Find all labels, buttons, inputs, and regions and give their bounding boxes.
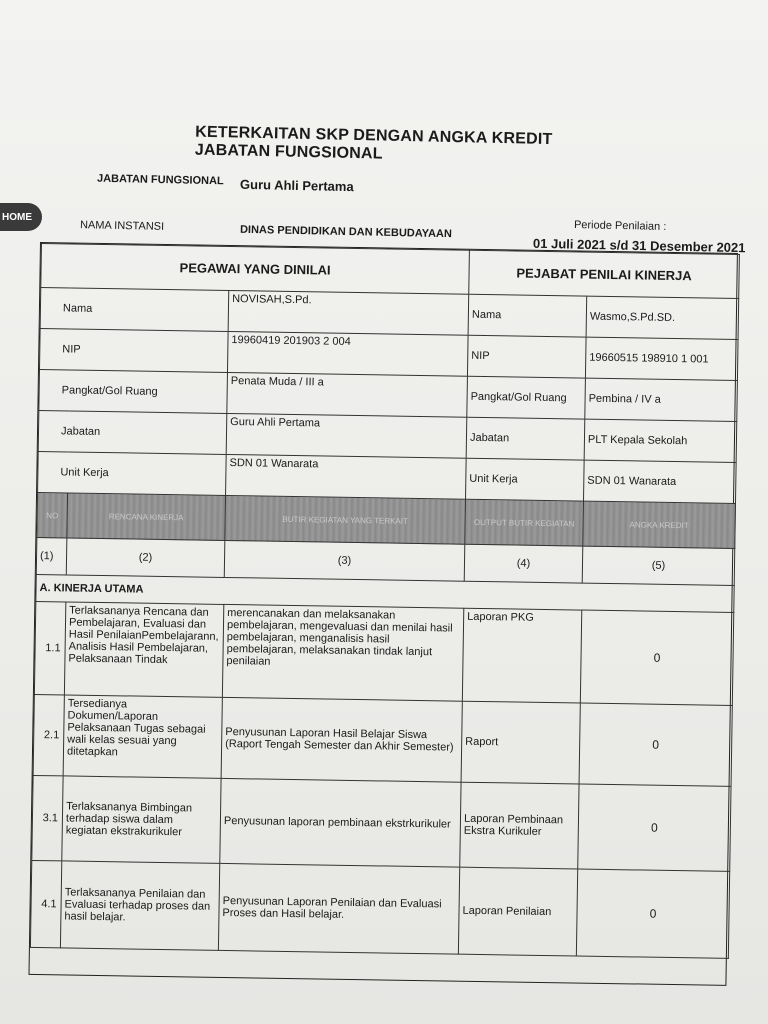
kinerja-row [33, 694, 732, 786]
pegawai-value: SDN 01 Wanarata [226, 454, 467, 499]
periode-value: 01 Juli 2021 s/d 31 Desember 2021 [532, 235, 746, 256]
row-number: 1.1 [34, 601, 65, 694]
output-butir: Laporan PKG [462, 608, 581, 703]
row-number: 4.1 [30, 860, 61, 947]
identity-label: Pangkat/Gol Ruang [39, 370, 228, 414]
column-header: BUTIR KEGIATAN YANG TERKAIT [225, 495, 466, 544]
pegawai-header: PEGAWAI YANG DINILAI [41, 244, 470, 295]
identity-label: Unit Kerja [38, 451, 227, 495]
identity-label: Jabatan [38, 411, 227, 455]
column-header: ANGKA KREDIT [583, 501, 736, 548]
butir-kegiatan: Penyusunan Laporan Hasil Belajar Siswa (Raport Tengah Semester dan Akhir Semester) [221, 697, 462, 782]
rencana-kinerja: Tersedianya Dokumen/Laporan Pelaksanaan Tugas sebagai wali kelas sesuai yang ditetapkan [63, 695, 222, 778]
jabatan-label: JABATAN FUNGSIONAL [96, 172, 224, 188]
column-number: (4) [464, 544, 583, 583]
pejabat-value: 19660515 198910 1 001 [585, 337, 738, 380]
angka-kredit: 0 [580, 610, 733, 705]
pegawai-value: Penata Muda / III a [227, 372, 468, 417]
rencana-kinerja: Terlaksananya Rencana dan Pembelajaran, Evaluasi dan Hasil PenilaianPembelajarann, Analisis Hasil Pembelajaran, Pelaksanaan Tindak [64, 602, 223, 697]
column-header: NO [37, 492, 68, 537]
angka-kredit: 0 [578, 784, 731, 871]
pejabat-label: Unit Kerja [466, 458, 585, 501]
kinerja-row [32, 775, 731, 871]
output-butir: Raport [461, 701, 580, 784]
output-butir: Laporan Pembinaan Ekstra Kurikuler [460, 782, 579, 869]
butir-kegiatan: Penyusunan Laporan Penilaian dan Evaluasi Proses dan Hasil belajar. [218, 863, 459, 954]
identity-label: NIP [39, 329, 228, 373]
periode-label: Periode Penilaian : [573, 219, 667, 233]
section-heading: A. KINERJA UTAMA [36, 574, 734, 612]
pejabat-value: PLT Kepala Sekolah [584, 419, 737, 462]
pejabat-value: Wasmo,S.Pd.SD. [586, 296, 739, 339]
skp-table [28, 242, 737, 986]
pejabat-header: PEJABAT PENILAI KINERJA [469, 250, 740, 298]
pegawai-value: Guru Ahli Pertama [226, 413, 467, 458]
pegawai-value: NOVISAH,S.Pd. [228, 290, 469, 335]
column-header: RENCANA KINERJA [67, 493, 226, 540]
column-header: OUTPUT BUTIR KEGIATAN [465, 499, 584, 546]
row-number: 3.1 [32, 775, 63, 860]
kinerja-row [34, 601, 733, 705]
angka-kredit: 0 [579, 703, 732, 786]
output-butir: Laporan Penilaian [458, 867, 577, 956]
column-number: (5) [582, 546, 735, 585]
pegawai-value: 19960419 201903 2 004 [227, 331, 468, 376]
pejabat-value: Pembina / IV a [585, 378, 738, 421]
rencana-kinerja: Terlaksananya Bimbingan terhadap siswa dalam kegiatan ekstrakurikuler [62, 776, 221, 863]
pejabat-label: Jabatan [466, 417, 585, 460]
jabatan-value: Guru Ahli Pertama [239, 176, 354, 195]
angka-kredit: 0 [576, 869, 729, 958]
document-title: KETERKAITAN SKP DENGAN ANGKA KREDIT JABATAN FUNGSIONAL [194, 123, 553, 163]
home-tab-label: HOME [2, 211, 32, 223]
column-number: (2) [66, 538, 225, 577]
column-number: (1) [36, 537, 67, 574]
pejabat-label: Pangkat/Gol Ruang [467, 376, 586, 419]
pejabat-label: NIP [467, 335, 586, 378]
instansi-label: NAMA INSTANSI [79, 219, 165, 233]
rencana-kinerja: Terlaksananya Penilaian dan Evaluasi terhadap proses dan hasil belajar. [60, 861, 219, 950]
identity-label: Nama [40, 288, 229, 332]
pejabat-label: Nama [468, 294, 587, 337]
column-number: (3) [224, 540, 465, 581]
instansi-value: DINAS PENDIDIKAN DAN KEBUDAYAAN [239, 223, 452, 241]
butir-kegiatan: merencanakan dan melaksanakan pembelajaran, mengevaluasi dan menilai hasil pembelajaran, menganalisis hasil pembelajaran, melaksanakan tindak lanjut penilaian [222, 604, 463, 701]
kinerja-row [30, 860, 729, 958]
butir-kegiatan: Penyusunan laporan pembinaan ekstrkurikuler [220, 778, 461, 867]
home-tab[interactable] [0, 203, 42, 231]
row-number: 2.1 [33, 694, 64, 775]
pejabat-value: SDN 01 Wanarata [584, 460, 737, 503]
